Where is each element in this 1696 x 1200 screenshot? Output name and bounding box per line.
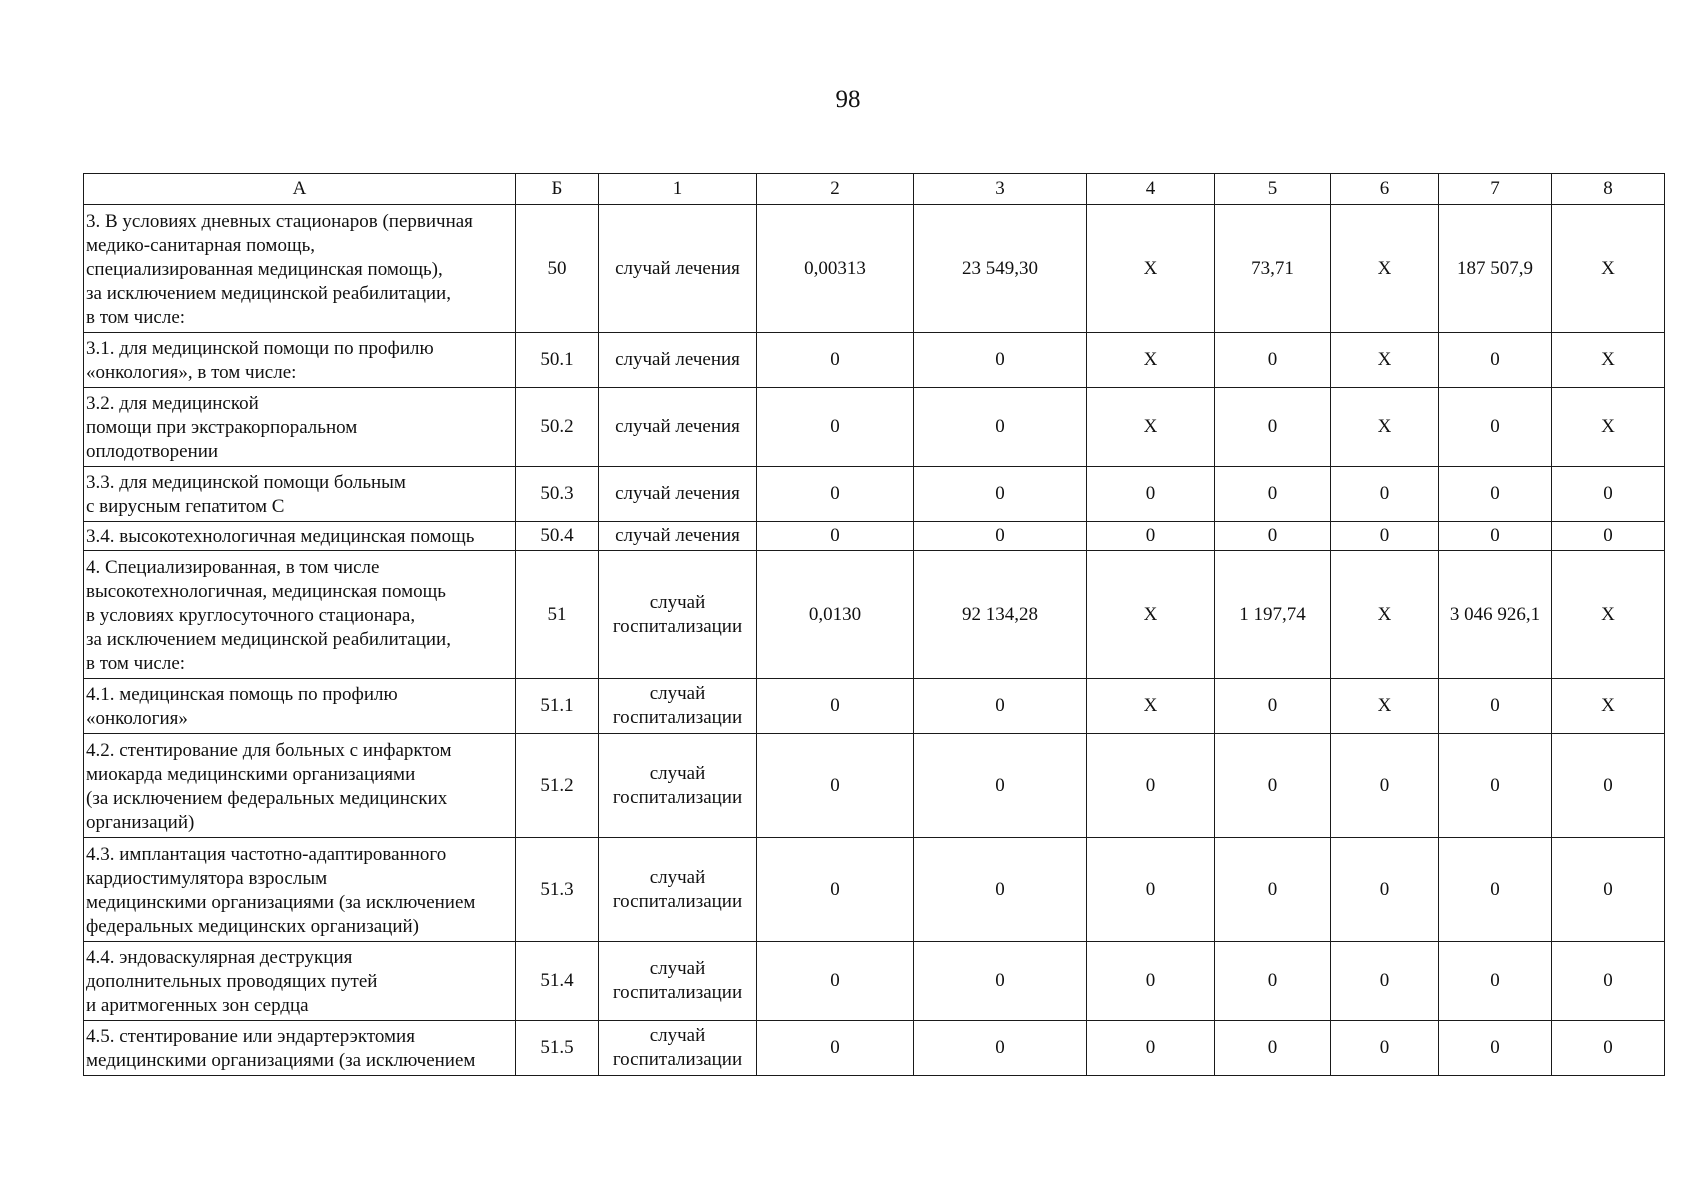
value-cell: 0 (757, 679, 914, 734)
value-cell: 1 197,74 (1215, 551, 1331, 679)
value-cell: 0 (1439, 467, 1552, 522)
value-cell: 0 (914, 333, 1087, 388)
value-cell: 0 (1087, 467, 1215, 522)
header-row (84, 174, 1665, 205)
value-cell: 0 (914, 838, 1087, 942)
value-cell: 0 (1439, 942, 1552, 1021)
value-cell: 0 (757, 467, 914, 522)
value-cell: 0 (757, 942, 914, 1021)
value-cell: Х (1552, 333, 1665, 388)
value-cell: 0 (1552, 942, 1665, 1021)
value-cell: Х (1331, 551, 1439, 679)
unit-cell: случай госпитализации (599, 838, 757, 942)
value-cell: 0 (1331, 734, 1439, 838)
column-header: А (84, 174, 516, 205)
column-header: 1 (599, 174, 757, 205)
value-cell: 0 (1215, 467, 1331, 522)
value-cell: 0 (757, 838, 914, 942)
value-cell: Х (1331, 333, 1439, 388)
value-cell: 0 (1215, 679, 1331, 734)
value-cell: 0 (1439, 388, 1552, 467)
value-cell: 3 046 926,1 (1439, 551, 1552, 679)
value-cell: 0 (1215, 522, 1331, 551)
row-description: 4.5. стентирование или эндартерэктомия медицинскими организациями (за исключением (84, 1021, 516, 1076)
value-cell: 0 (1439, 838, 1552, 942)
row-code: 50.3 (516, 467, 599, 522)
value-cell: 0 (1215, 838, 1331, 942)
value-cell: 0 (1439, 679, 1552, 734)
unit-cell: случай госпитализации (599, 551, 757, 679)
value-cell: 0 (1215, 942, 1331, 1021)
row-description: 4.1. медицинская помощь по профилю «онкология» (84, 679, 516, 734)
data-table (83, 173, 1665, 1076)
row-description: 3.4. высокотехнологичная медицинская помощь (84, 522, 516, 551)
row-code: 51.4 (516, 942, 599, 1021)
row-code: 51.3 (516, 838, 599, 942)
value-cell: 0 (757, 388, 914, 467)
value-cell: 0 (1087, 522, 1215, 551)
row-description: 3. В условиях дневных стационаров (первичная медико-санитарная помощь, специализированная медицинская помощь), за исключением медицинской реабилитации, в том числе: (84, 205, 516, 333)
value-cell: 0 (757, 1021, 914, 1076)
table-body (84, 205, 1665, 1076)
value-cell: 0 (757, 522, 914, 551)
value-cell: 23 549,30 (914, 205, 1087, 333)
column-header: 6 (1331, 174, 1439, 205)
table-row (84, 205, 1665, 333)
table-row (84, 333, 1665, 388)
unit-cell: случай лечения (599, 522, 757, 551)
column-header: 2 (757, 174, 914, 205)
unit-cell: случай госпитализации (599, 679, 757, 734)
table-row (84, 942, 1665, 1021)
table-row (84, 551, 1665, 679)
value-cell: 0 (1439, 522, 1552, 551)
row-description: 4.3. имплантация частотно-адаптированного кардиостимулятора взрослым медицинскими организациями (за исключением федеральных медицинских организаций) (84, 838, 516, 942)
value-cell: 187 507,9 (1439, 205, 1552, 333)
value-cell: 0 (1552, 734, 1665, 838)
value-cell: 73,71 (1215, 205, 1331, 333)
value-cell: Х (1552, 205, 1665, 333)
value-cell: 0 (914, 467, 1087, 522)
value-cell: 0 (1215, 734, 1331, 838)
value-cell: 0 (914, 734, 1087, 838)
value-cell: 0 (1439, 333, 1552, 388)
value-cell: 0 (1087, 942, 1215, 1021)
value-cell: Х (1087, 679, 1215, 734)
value-cell: 0 (1331, 942, 1439, 1021)
value-cell: 0 (914, 942, 1087, 1021)
row-code: 50 (516, 205, 599, 333)
value-cell: 0 (1439, 1021, 1552, 1076)
table-row (84, 679, 1665, 734)
row-description: 4. Специализированная, в том числе высокотехнологичная, медицинская помощь в условиях круглосуточного стационара, за исключением медицинской реабилитации, в том числе: (84, 551, 516, 679)
value-cell: 0 (1087, 1021, 1215, 1076)
row-description: 4.2. стентирование для больных с инфарктом миокарда медицинскими организациями (за исключением федеральных медицинских организаций) (84, 734, 516, 838)
row-code: 51.5 (516, 1021, 599, 1076)
value-cell: 0 (914, 1021, 1087, 1076)
value-cell: 0 (757, 333, 914, 388)
row-code: 51 (516, 551, 599, 679)
value-cell: 0 (757, 734, 914, 838)
table-row (84, 838, 1665, 942)
value-cell: Х (1087, 205, 1215, 333)
value-cell: 0 (1331, 522, 1439, 551)
row-description: 3.1. для медицинской помощи по профилю «онкология», в том числе: (84, 333, 516, 388)
value-cell: 0 (1552, 1021, 1665, 1076)
value-cell: 0 (1087, 838, 1215, 942)
row-code: 50.2 (516, 388, 599, 467)
value-cell: 0 (914, 679, 1087, 734)
value-cell: Х (1552, 388, 1665, 467)
value-cell: 0 (914, 388, 1087, 467)
column-header: 4 (1087, 174, 1215, 205)
table-row (84, 467, 1665, 522)
table-row (84, 388, 1665, 467)
value-cell: 0 (1552, 522, 1665, 551)
value-cell: 0 (1552, 838, 1665, 942)
value-cell: 0,0130 (757, 551, 914, 679)
value-cell: 0 (1331, 1021, 1439, 1076)
value-cell: 0 (1439, 734, 1552, 838)
value-cell: 0 (1087, 734, 1215, 838)
table-row (84, 734, 1665, 838)
value-cell: 0 (1331, 467, 1439, 522)
value-cell: 0 (1215, 1021, 1331, 1076)
row-code: 50.1 (516, 333, 599, 388)
value-cell: Х (1087, 388, 1215, 467)
column-header: Б (516, 174, 599, 205)
value-cell: Х (1087, 551, 1215, 679)
row-code: 50.4 (516, 522, 599, 551)
value-cell: Х (1331, 679, 1439, 734)
value-cell: Х (1331, 388, 1439, 467)
value-cell: 0 (1215, 333, 1331, 388)
value-cell: Х (1331, 205, 1439, 333)
page-number: 98 (835, 86, 861, 113)
row-description: 3.2. для медицинской помощи при экстракорпоральном оплодотворении (84, 388, 516, 467)
unit-cell: случай госпитализации (599, 1021, 757, 1076)
value-cell: 0,00313 (757, 205, 914, 333)
row-code: 51.2 (516, 734, 599, 838)
unit-cell: случай лечения (599, 205, 757, 333)
column-header: 3 (914, 174, 1087, 205)
value-cell: Х (1552, 679, 1665, 734)
value-cell: Х (1552, 551, 1665, 679)
value-cell: 0 (1215, 388, 1331, 467)
row-description: 3.3. для медицинской помощи больным с вирусным гепатитом С (84, 467, 516, 522)
value-cell: 92 134,28 (914, 551, 1087, 679)
value-cell: 0 (914, 522, 1087, 551)
table-row (84, 522, 1665, 551)
unit-cell: случай лечения (599, 333, 757, 388)
value-cell: 0 (1331, 838, 1439, 942)
column-header: 8 (1552, 174, 1665, 205)
table-row (84, 1021, 1665, 1076)
row-description: 4.4. эндоваскулярная деструкция дополнительных проводящих путей и аритмогенных зон сердца (84, 942, 516, 1021)
value-cell: 0 (1552, 467, 1665, 522)
unit-cell: случай госпитализации (599, 942, 757, 1021)
unit-cell: случай госпитализации (599, 734, 757, 838)
value-cell: Х (1087, 333, 1215, 388)
row-code: 51.1 (516, 679, 599, 734)
column-header: 7 (1439, 174, 1552, 205)
column-header: 5 (1215, 174, 1331, 205)
unit-cell: случай лечения (599, 467, 757, 522)
unit-cell: случай лечения (599, 388, 757, 467)
